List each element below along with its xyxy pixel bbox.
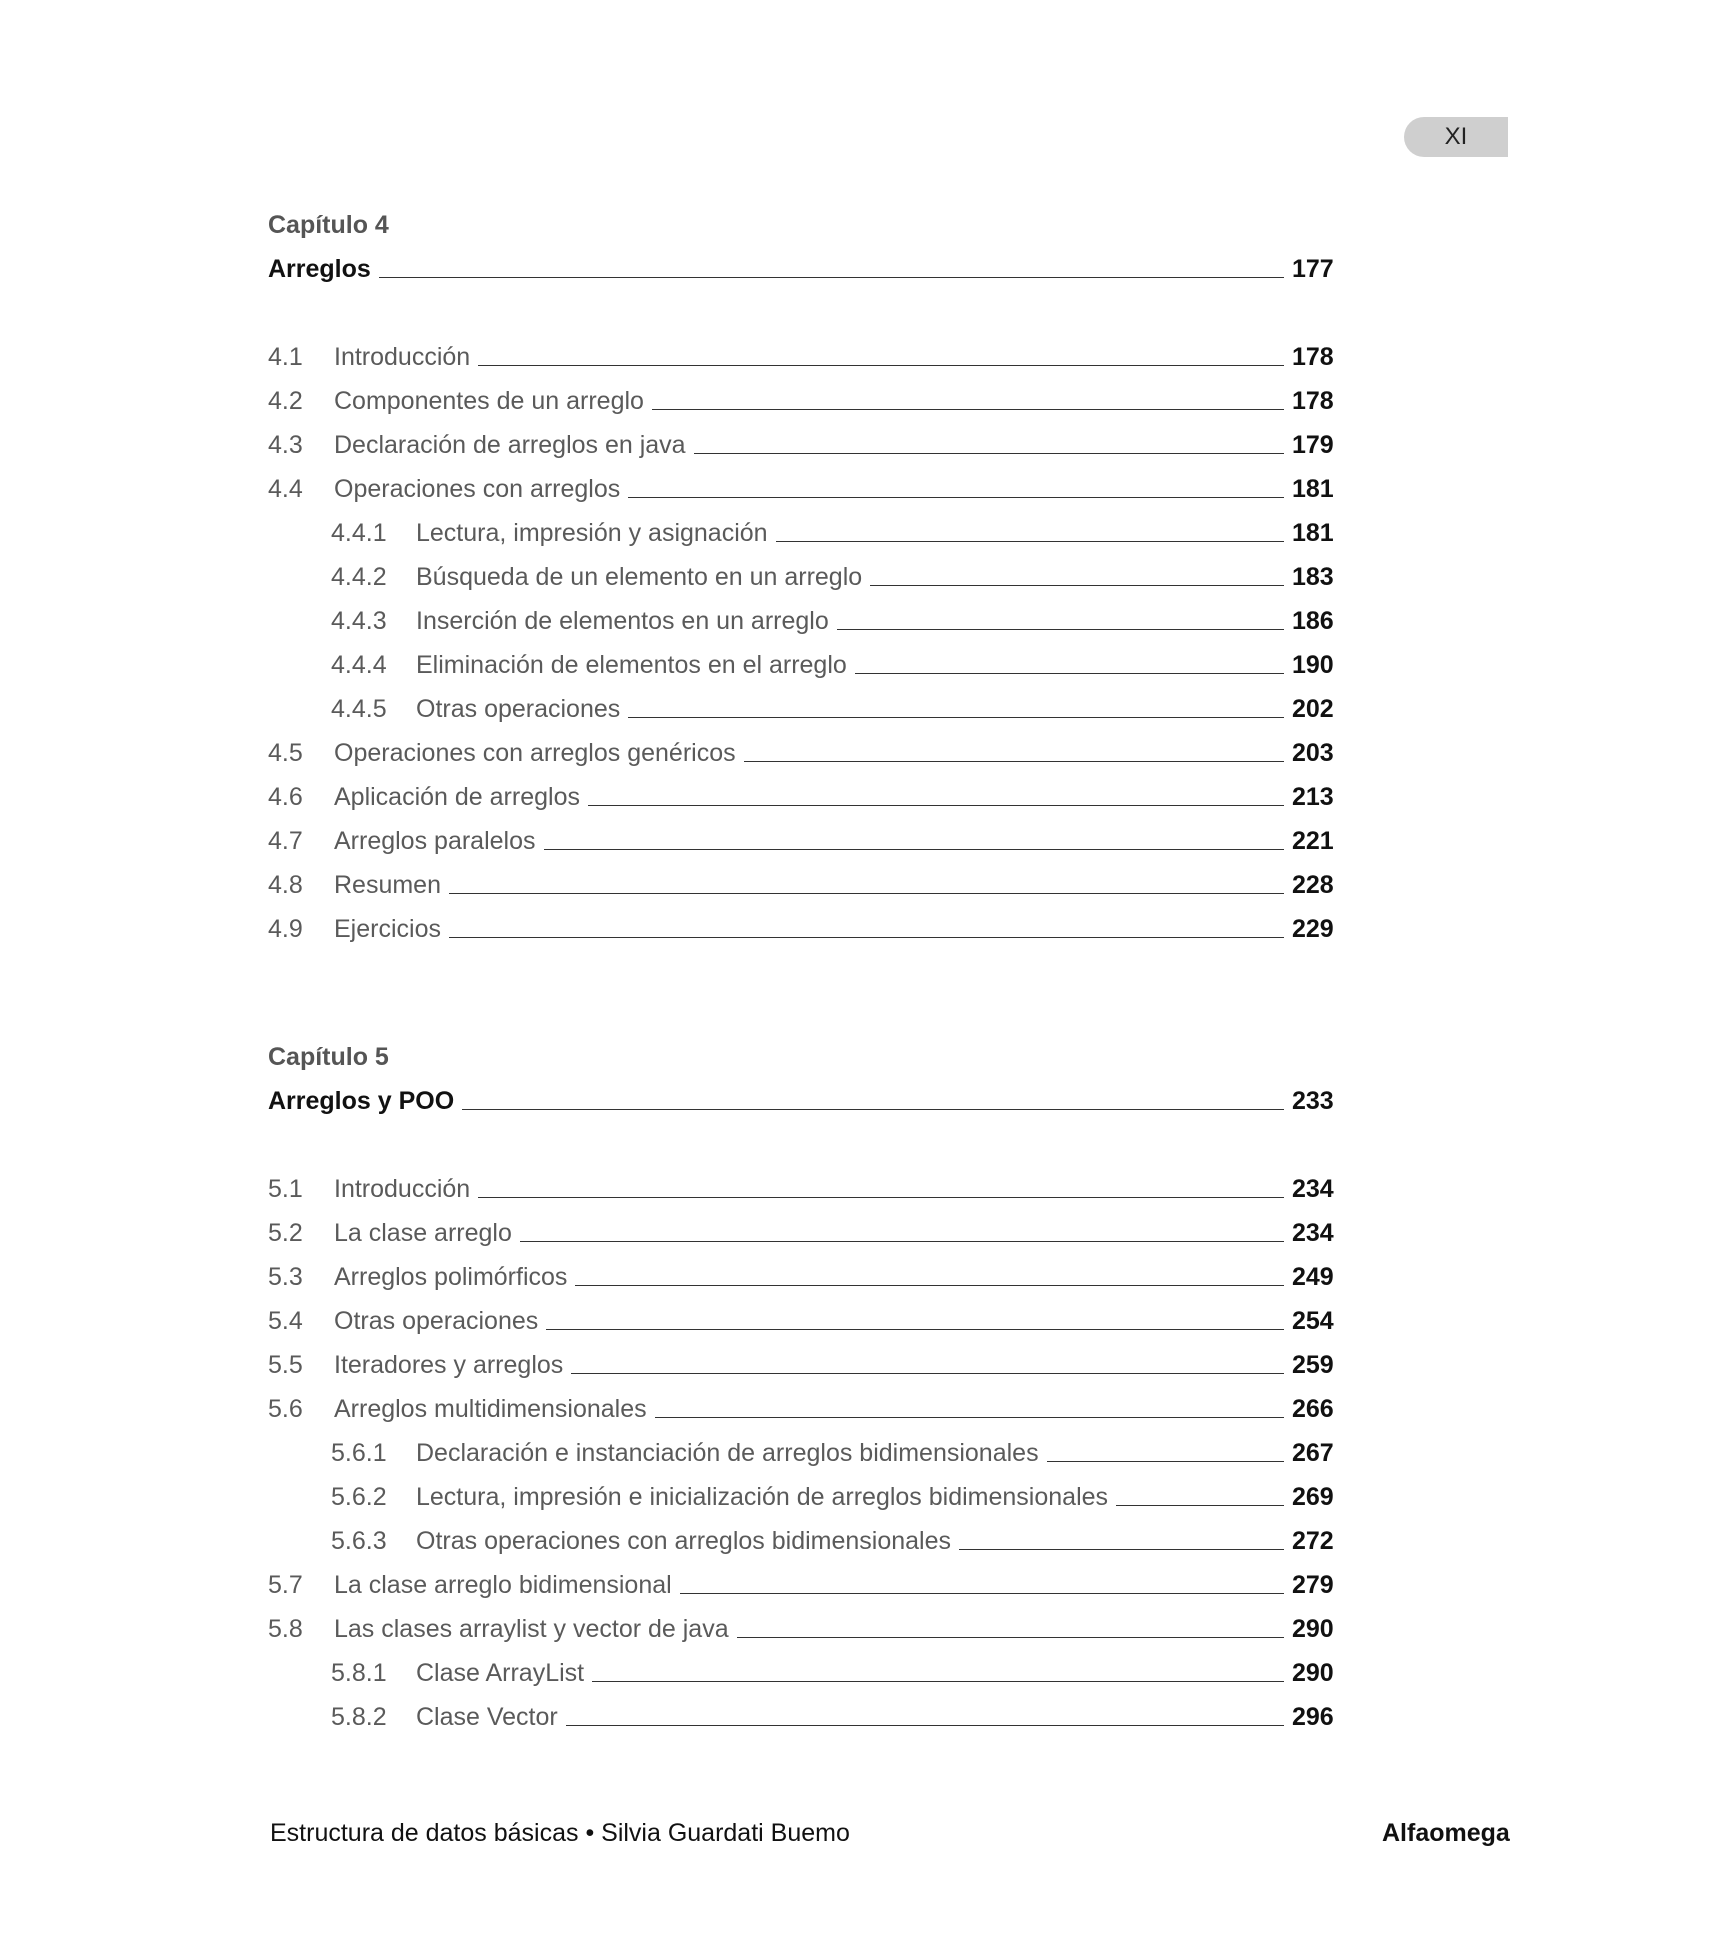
toc-entry[interactable] bbox=[268, 1167, 1338, 1211]
spacer bbox=[268, 291, 1338, 335]
toc-entry[interactable] bbox=[268, 1255, 1338, 1299]
section-title: Inserción de elementos en un arreglo bbox=[416, 607, 829, 635]
leader-line bbox=[1116, 1505, 1284, 1506]
leader-line bbox=[449, 893, 1284, 894]
section-number: 4.4.4 bbox=[331, 651, 387, 679]
leader-line bbox=[575, 1285, 1284, 1286]
leader-line bbox=[478, 1197, 1284, 1198]
section-title: Arreglos polimórficos bbox=[334, 1263, 568, 1291]
leader-line bbox=[546, 1329, 1284, 1330]
section-number: 5.6 bbox=[268, 1395, 303, 1423]
leader-line bbox=[737, 1637, 1284, 1638]
page-number: 228 bbox=[1292, 871, 1334, 899]
toc-entry[interactable] bbox=[268, 1387, 1338, 1431]
section-title: Declaración de arreglos en java bbox=[334, 431, 686, 459]
leader-line bbox=[520, 1241, 1284, 1242]
leader-line bbox=[680, 1593, 1284, 1594]
section-number: 4.4.5 bbox=[331, 695, 387, 723]
page-number: 272 bbox=[1292, 1527, 1334, 1555]
section-title: Aplicación de arreglos bbox=[334, 783, 580, 811]
section-title: Componentes de un arreglo bbox=[334, 387, 644, 415]
chapter-4-section bbox=[268, 203, 1338, 951]
leader-line bbox=[628, 717, 1284, 718]
leader-line bbox=[566, 1725, 1284, 1726]
leader-line bbox=[652, 409, 1284, 410]
section-number: 5.4 bbox=[268, 1307, 303, 1335]
page-number: 181 bbox=[1292, 475, 1334, 503]
leader-line bbox=[870, 585, 1284, 586]
leader-line bbox=[628, 497, 1284, 498]
page-number: 178 bbox=[1292, 343, 1334, 371]
section-title: Arreglos multidimensionales bbox=[334, 1395, 647, 1423]
page-number: 203 bbox=[1292, 739, 1334, 767]
section-title: Lectura, impresión e inicialización de arreglos bidimensionales bbox=[416, 1483, 1109, 1511]
leader-line bbox=[855, 673, 1284, 674]
section-number: 4.4.1 bbox=[331, 519, 387, 547]
section-number: 5.6.3 bbox=[331, 1527, 387, 1555]
toc-entry[interactable] bbox=[268, 511, 1338, 555]
toc-entry[interactable] bbox=[268, 1651, 1338, 1695]
page-number: 221 bbox=[1292, 827, 1334, 855]
footer-book-title: Estructura de datos básicas • Silvia Guardati Buemo bbox=[270, 1819, 850, 1847]
page-number: 233 bbox=[1292, 1087, 1334, 1115]
section-title: Introducción bbox=[334, 1175, 471, 1203]
page-number: 186 bbox=[1292, 607, 1334, 635]
section-number: 4.1 bbox=[268, 343, 303, 371]
toc-entry[interactable] bbox=[268, 467, 1338, 511]
section-title: Lectura, impresión y asignación bbox=[416, 519, 768, 547]
toc-entry[interactable] bbox=[268, 863, 1338, 907]
toc-entry[interactable] bbox=[268, 1695, 1338, 1739]
toc-entry[interactable] bbox=[268, 555, 1338, 599]
section-number: 4.4 bbox=[268, 475, 303, 503]
toc-entry[interactable] bbox=[268, 379, 1338, 423]
leader-line bbox=[449, 937, 1284, 938]
leader-line bbox=[478, 365, 1284, 366]
page-number: 183 bbox=[1292, 563, 1334, 591]
section-title: Iteradores y arreglos bbox=[334, 1351, 564, 1379]
section-number: 4.4.3 bbox=[331, 607, 387, 635]
section-number: 4.4.2 bbox=[331, 563, 387, 591]
toc-entry[interactable] bbox=[268, 1519, 1338, 1563]
section-number: 4.2 bbox=[268, 387, 303, 415]
page-number: 181 bbox=[1292, 519, 1334, 547]
toc-entry[interactable] bbox=[268, 731, 1338, 775]
section-number: 5.6.2 bbox=[331, 1483, 387, 1511]
page-number: 249 bbox=[1292, 1263, 1334, 1291]
section-number: 5.8 bbox=[268, 1615, 303, 1643]
leader-line bbox=[1047, 1461, 1284, 1462]
section-title: Operaciones con arreglos bbox=[334, 475, 621, 503]
toc-entry[interactable] bbox=[268, 643, 1338, 687]
toc-entry[interactable] bbox=[268, 1211, 1338, 1255]
section-title: Búsqueda de un elemento en un arreglo bbox=[416, 563, 863, 591]
section-title: Otras operaciones bbox=[334, 1307, 539, 1335]
toc-entry[interactable] bbox=[268, 335, 1338, 379]
section-title: Arreglos paralelos bbox=[334, 827, 536, 855]
section-number: 4.6 bbox=[268, 783, 303, 811]
toc-entry[interactable] bbox=[268, 423, 1338, 467]
toc-entry[interactable] bbox=[268, 1343, 1338, 1387]
chapter-title: Arreglos bbox=[268, 255, 371, 283]
page-number-tab: XI bbox=[1404, 117, 1508, 157]
chapter-title-row[interactable] bbox=[268, 1079, 1338, 1123]
toc-entry[interactable] bbox=[268, 819, 1338, 863]
toc-entry[interactable] bbox=[268, 599, 1338, 643]
section-number: 5.2 bbox=[268, 1219, 303, 1247]
page-number: 234 bbox=[1292, 1175, 1334, 1203]
page-number: 279 bbox=[1292, 1571, 1334, 1599]
toc-entry[interactable] bbox=[268, 687, 1338, 731]
section-title: Introducción bbox=[334, 343, 471, 371]
leader-line bbox=[959, 1549, 1284, 1550]
leader-line bbox=[592, 1681, 1284, 1682]
leader-line bbox=[655, 1417, 1284, 1418]
page-number: 229 bbox=[1292, 915, 1334, 943]
section-title: Clase ArrayList bbox=[416, 1659, 585, 1687]
section-number: 5.3 bbox=[268, 1263, 303, 1291]
section-number: 4.3 bbox=[268, 431, 303, 459]
page-number: 234 bbox=[1292, 1219, 1334, 1247]
spacer bbox=[268, 1123, 1338, 1167]
page-number: 178 bbox=[1292, 387, 1334, 415]
section-title: Eliminación de elementos en el arreglo bbox=[416, 651, 847, 679]
section-title: Otras operaciones con arreglos bidimensionales bbox=[416, 1527, 952, 1555]
leader-line bbox=[776, 541, 1284, 542]
section-number: 4.7 bbox=[268, 827, 303, 855]
section-number: 5.8.1 bbox=[331, 1659, 387, 1687]
page-number: 213 bbox=[1292, 783, 1334, 811]
section-number: 5.8.2 bbox=[331, 1703, 387, 1731]
page-number: 290 bbox=[1292, 1615, 1334, 1643]
chapter-label: Capítulo 5 bbox=[268, 1043, 389, 1071]
section-title: Clase Vector bbox=[416, 1703, 558, 1731]
section-number: 5.6.1 bbox=[331, 1439, 387, 1467]
leader-line bbox=[462, 1109, 1284, 1110]
section-title: Las clases arraylist y vector de java bbox=[334, 1615, 729, 1643]
section-number: 4.5 bbox=[268, 739, 303, 767]
section-title: La clase arreglo bidimensional bbox=[334, 1571, 672, 1599]
chapter-title: Arreglos y POO bbox=[268, 1087, 455, 1115]
section-title: Otras operaciones bbox=[416, 695, 621, 723]
page-number: 179 bbox=[1292, 431, 1334, 459]
leader-line bbox=[694, 453, 1284, 454]
chapter-title-row[interactable] bbox=[268, 247, 1338, 291]
page-number: 290 bbox=[1292, 1659, 1334, 1687]
toc-entry[interactable] bbox=[268, 1475, 1338, 1519]
toc-entry[interactable] bbox=[268, 907, 1338, 951]
page-number: 269 bbox=[1292, 1483, 1334, 1511]
page-number: 259 bbox=[1292, 1351, 1334, 1379]
page-number: 266 bbox=[1292, 1395, 1334, 1423]
leader-line bbox=[588, 805, 1284, 806]
toc-entry[interactable] bbox=[268, 1431, 1338, 1475]
section-number: 4.8 bbox=[268, 871, 303, 899]
toc-entry[interactable] bbox=[268, 775, 1338, 819]
page-number: 202 bbox=[1292, 695, 1334, 723]
leader-line bbox=[544, 849, 1284, 850]
section-title: La clase arreglo bbox=[334, 1219, 512, 1247]
section-number: 4.9 bbox=[268, 915, 303, 943]
section-title: Declaración e instanciación de arreglos bidimensionales bbox=[416, 1439, 1039, 1467]
page-number: 177 bbox=[1292, 255, 1334, 283]
chapter-label: Capítulo 4 bbox=[268, 211, 389, 239]
toc-entry[interactable] bbox=[268, 1563, 1338, 1607]
section-number: 5.7 bbox=[268, 1571, 303, 1599]
toc-entry[interactable] bbox=[268, 1607, 1338, 1651]
page-number: 254 bbox=[1292, 1307, 1334, 1335]
page-number: 267 bbox=[1292, 1439, 1334, 1467]
section-title: Ejercicios bbox=[334, 915, 441, 943]
page-number: 190 bbox=[1292, 651, 1334, 679]
chapter-5-section bbox=[268, 1035, 1338, 1739]
section-title: Resumen bbox=[334, 871, 441, 899]
section-number: 5.5 bbox=[268, 1351, 303, 1379]
leader-line bbox=[744, 761, 1284, 762]
toc-entry[interactable] bbox=[268, 1299, 1338, 1343]
page-number: 296 bbox=[1292, 1703, 1334, 1731]
leader-line bbox=[837, 629, 1284, 630]
section-number: 5.1 bbox=[268, 1175, 303, 1203]
leader-line bbox=[571, 1373, 1284, 1374]
footer-publisher: Alfaomega bbox=[1382, 1819, 1510, 1847]
section-title: Operaciones con arreglos genéricos bbox=[334, 739, 736, 767]
leader-line bbox=[379, 277, 1284, 278]
